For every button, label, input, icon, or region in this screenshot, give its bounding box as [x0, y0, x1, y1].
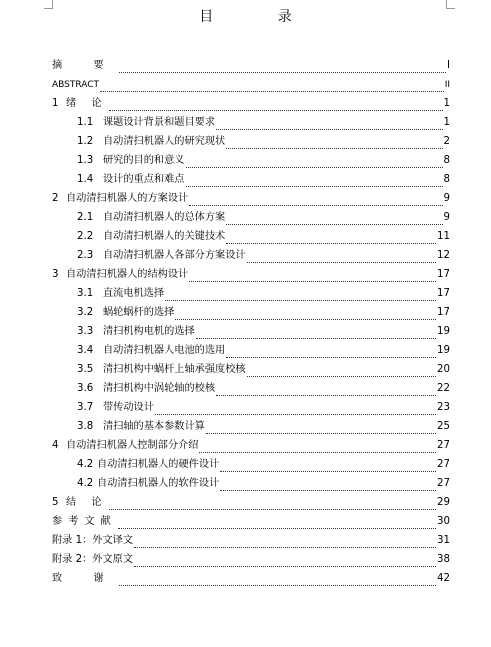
toc-entry-number: 1.1 [77, 116, 94, 128]
toc-entry-chapter-5[interactable] [52, 493, 450, 512]
toc-entry-label: 清扫机构中涡轮轴的校核 [103, 382, 216, 394]
toc-entry-page: 9 [443, 211, 450, 223]
toc-entry-number: 2.3 [77, 249, 94, 261]
toc-entry-label: 自动清扫机器人的方案设计 [66, 192, 189, 204]
toc-leader [206, 424, 436, 434]
toc-entry-page: 27 [437, 439, 450, 451]
toc-entry-number: 3.5 [77, 363, 94, 375]
toc-entry-page: II [444, 79, 450, 90]
toc-leader [226, 139, 442, 149]
toc-entry-page: 27 [437, 477, 450, 489]
toc-entry-appendix-1[interactable] [52, 531, 450, 550]
toc-entry-section-3-1[interactable] [52, 284, 450, 303]
toc-entry-label: 结 论 [66, 496, 108, 508]
toc-leader [119, 63, 446, 73]
toc-leader [220, 462, 436, 472]
toc-entry-page: 17 [437, 268, 450, 280]
toc-entry-label: 研究的目的和意义 [103, 154, 185, 166]
toc-leader [199, 443, 436, 453]
toc-entry-label: 蜗轮蜗杆的选择 [103, 306, 175, 318]
toc-entry-number: 1.3 [77, 154, 94, 166]
toc-entry-label: 摘 要 [52, 59, 118, 71]
toc-leader [226, 215, 442, 225]
toc-entry-page: 19 [437, 344, 450, 356]
toc-entry-page: 23 [437, 401, 450, 413]
toc-entry-number: 3.2 [77, 306, 94, 318]
toc-entry-label: 自动清扫机器人的关键技术 [103, 230, 226, 242]
toc-entry-number: 4.2 [77, 477, 94, 489]
toc-entry-label: 直流电机选择 [103, 287, 165, 299]
toc-entry-page: 1 [443, 97, 450, 109]
toc-leader [134, 557, 436, 567]
toc-entry-page: 12 [437, 249, 450, 261]
toc-entry-page: 31 [437, 534, 450, 546]
toc-entry-label: 设计的重点和难点 [103, 173, 185, 185]
toc-entry-number: 1.4 [77, 173, 94, 185]
toc-entry-abstract-cn[interactable] [52, 56, 450, 75]
toc-entry-label: 自动清扫机器人各部分方案设计 [103, 249, 246, 261]
toc-leader [216, 386, 436, 396]
toc-entry-label: 清扫机构中蜗杆上轴承强度校核 [103, 363, 246, 375]
toc-entry-label: 自动清扫机器人的软件设计 [97, 477, 220, 489]
toc-entry-page: 19 [437, 325, 450, 337]
toc-entry-number: 5 [52, 496, 59, 508]
toc-entry-section-3-5[interactable] [52, 360, 450, 379]
toc-leader [216, 120, 442, 130]
toc-entry-number: 3.1 [77, 287, 94, 299]
toc-leader [118, 519, 436, 529]
toc-leader [247, 253, 436, 263]
toc-leader [226, 348, 436, 358]
toc-entry-page: 8 [443, 173, 450, 185]
toc-leader [119, 576, 436, 586]
toc-leader [189, 196, 442, 206]
toc-entry-section-2-2[interactable] [52, 227, 450, 246]
toc-list [52, 56, 450, 588]
toc-leader [100, 82, 444, 92]
toc-entry-chapter-1[interactable] [52, 94, 450, 113]
toc-entry-label: 清扫轴的基本参数计算 [103, 420, 205, 432]
toc-entry-page: I [446, 59, 450, 71]
toc-entry-section-1-2[interactable] [52, 132, 450, 151]
toc-entry-label: 自动清扫机器人的研究现状 [103, 135, 226, 147]
toc-entry-appendix-2[interactable] [52, 550, 450, 569]
toc-entry-section-3-3[interactable] [52, 322, 450, 341]
toc-entry-page: 8 [443, 154, 450, 166]
toc-entry-page: 38 [437, 553, 450, 565]
toc-leader [189, 272, 436, 282]
toc-entry-section-3-6[interactable] [52, 379, 450, 398]
toc-entry-section-3-7[interactable] [52, 398, 450, 417]
toc-entry-number: 2.1 [77, 211, 94, 223]
toc-entry-number: 4 [52, 439, 59, 451]
toc-entry-label: 绪 论 [66, 97, 108, 109]
toc-entry-number: 3.7 [77, 401, 94, 413]
toc-entry-number: 3.6 [77, 382, 94, 394]
toc-leader [175, 310, 436, 320]
toc-entry-page: 17 [437, 306, 450, 318]
toc-entry-label: 自动清扫机器人的硬件设计 [97, 458, 220, 470]
toc-entry-page: 27 [437, 458, 450, 470]
toc-entry-section-2-1[interactable] [52, 208, 450, 227]
toc-entry-page: 17 [437, 287, 450, 299]
toc-leader [186, 158, 443, 168]
toc-leader [109, 500, 436, 510]
toc-entry-label: 致 谢 [52, 572, 118, 584]
toc-entry-page: 9 [443, 192, 450, 204]
toc-entry-section-3-4[interactable] [52, 341, 450, 360]
toc-entry-page: 20 [437, 363, 450, 375]
toc-entry-section-1-1[interactable] [52, 113, 450, 132]
toc-entry-section-3-8[interactable] [52, 417, 450, 436]
toc-leader [220, 481, 436, 491]
toc-entry-page: 25 [437, 420, 450, 432]
toc-entry-label: 附录 2：外文原文 [52, 553, 134, 565]
toc-title: 目 录 [199, 9, 322, 25]
toc-entry-label: 自动清扫机器人控制部分介绍 [66, 439, 199, 451]
toc-entry-page: 1 [443, 116, 450, 128]
toc-entry-section-1-3[interactable] [52, 151, 450, 170]
toc-leader [196, 329, 436, 339]
toc-leader [226, 234, 436, 244]
toc-entry-references[interactable] [52, 512, 450, 531]
toc-entry-number: 1 [52, 97, 59, 109]
toc-entry-section-4-hardware[interactable] [52, 455, 450, 474]
toc-entry-page: 42 [437, 572, 450, 584]
toc-leader [186, 177, 443, 187]
toc-entry-number: 3.4 [77, 344, 94, 356]
toc-entry-label: 自动清扫机器人电池的选用 [103, 344, 226, 356]
toc-entry-page: 22 [437, 382, 450, 394]
toc-entry-number: 1.2 [77, 135, 94, 147]
toc-entry-section-4-software[interactable] [52, 474, 450, 493]
toc-entry-number: 2 [52, 192, 59, 204]
toc-entry-label: 参考文献 [52, 515, 117, 527]
toc-entry-label: ABSTRACT [52, 79, 100, 90]
toc-entry-section-2-3[interactable] [52, 246, 450, 265]
toc-leader [155, 405, 436, 415]
toc-entry-page: 30 [437, 515, 450, 527]
toc-leader [134, 538, 436, 548]
toc-entry-number: 4.2 [77, 458, 94, 470]
toc-entry-section-3-2[interactable] [52, 303, 450, 322]
toc-entry-label: 清扫机构电机的选择 [103, 325, 195, 337]
toc-entry-label: 自动清扫机器人的结构设计 [66, 268, 189, 280]
toc-entry-page: 11 [437, 230, 450, 242]
toc-entry-chapter-3[interactable] [52, 265, 450, 284]
toc-entry-number: 2.2 [77, 230, 94, 242]
toc-leader [247, 367, 436, 377]
toc-entry-section-1-4[interactable] [52, 170, 450, 189]
toc-leader [165, 291, 436, 301]
toc-leader [109, 101, 443, 111]
toc-entry-label: 带传动设计 [103, 401, 154, 413]
toc-entry-number: 3 [52, 268, 59, 280]
toc-entry-label: 附录 1：外文译文 [52, 534, 134, 546]
toc-entry-chapter-4[interactable] [52, 436, 450, 455]
toc-entry-label: 课题设计背景和题目要求 [103, 116, 216, 128]
toc-entry-page: 2 [443, 135, 450, 147]
toc-entry-label: 自动清扫机器人的总体方案 [103, 211, 226, 223]
toc-entry-page: 29 [437, 496, 450, 508]
toc-entry-number: 3.3 [77, 325, 94, 337]
toc-entry-abstract-en[interactable] [52, 75, 450, 94]
toc-entry-chapter-2[interactable] [52, 189, 450, 208]
toc-entry-number: 3.8 [77, 420, 94, 432]
toc-entry-acknowledgements[interactable] [52, 569, 450, 588]
